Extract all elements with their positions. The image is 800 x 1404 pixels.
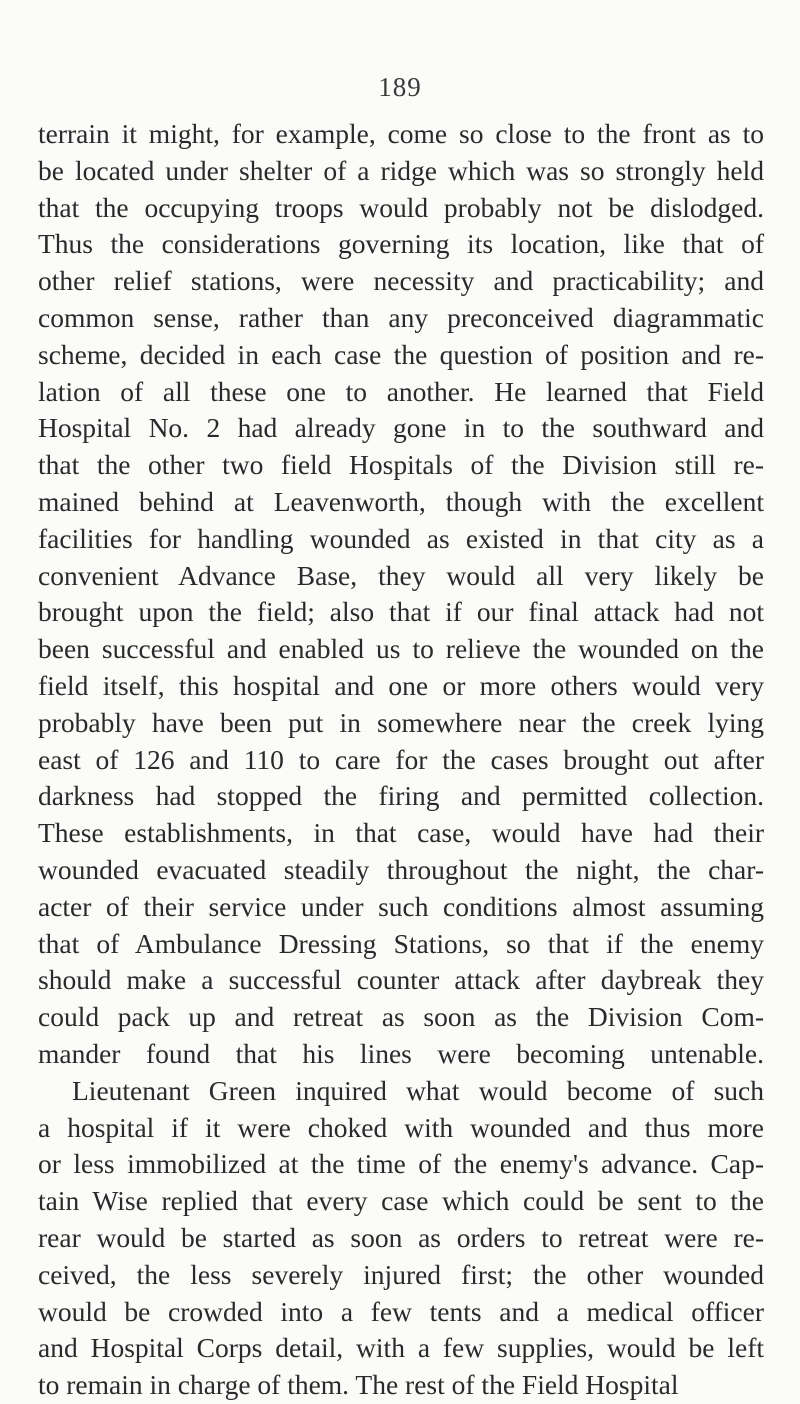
text-line: wounded evacuated steadily throughout the night, the char-	[38, 853, 764, 885]
text-line: field itself, this hospital and one or more others would very	[38, 669, 764, 701]
body-text	[38, 116, 764, 1404]
text-line: to remain in charge of them. The rest of the Field Hospital	[38, 1369, 679, 1401]
text-line: or less immobilized at the time of the enemy's advance. Cap-	[38, 1148, 764, 1180]
paragraph	[38, 1073, 764, 1404]
page-number: 189	[378, 72, 422, 102]
text-line: tain Wise replied that every case which could be sent to the	[38, 1185, 764, 1217]
text-line: would be crowded into a few tents and a medical officer	[38, 1295, 764, 1327]
text-line: convenient Advance Base, they would all very likely be	[38, 559, 764, 591]
text-line: Lieutenant Green inquired what would become of such	[72, 1074, 764, 1106]
text-line: should make a successful counter attack after daybreak they	[38, 964, 764, 996]
text-line: been successful and enabled us to relieve the wounded on the	[38, 633, 764, 665]
text-line: other relief stations, were necessity and practicability; and	[38, 265, 764, 297]
text-line: that of Ambulance Dressing Stations, so that if the enemy	[38, 927, 764, 959]
text-line: that the occupying troops would probably not be dislodged.	[38, 191, 764, 223]
text-line: facilities for handling wounded as existed in that city as a	[38, 522, 764, 554]
text-line: and Hospital Corps detail, with a few supplies, would be left	[38, 1332, 764, 1364]
text-line: a hospital if it were choked with wounded and thus more	[38, 1111, 764, 1143]
text-line: terrain it might, for example, come so close to the front as to	[38, 118, 764, 149]
text-line: east of 126 and 110 to care for the cases brought out after	[38, 743, 764, 775]
text-line: ceived, the less severely injured first; the other wounded	[38, 1258, 764, 1290]
text-line: be located under shelter of a ridge which was so strongly held	[38, 154, 764, 186]
paragraph	[38, 116, 764, 1073]
text-line: mained behind at Leavenworth, though with the excellent	[38, 485, 764, 517]
text-line: Hospital No. 2 had already gone in to the southward and	[38, 412, 764, 444]
text-line: Thus the considerations governing its location, like that of	[38, 228, 764, 260]
text-line: brought upon the field; also that if our final attack had not	[38, 596, 764, 628]
text-line: lation of all these one to another. He learned that Field	[38, 375, 764, 407]
text-line: could pack up and retreat as soon as the Division Com-	[38, 1001, 764, 1033]
text-line: darkness had stopped the firing and permitted collection.	[38, 780, 764, 812]
text-line: probably have been put in somewhere near the creek lying	[38, 706, 764, 738]
text-line: mander found that his lines were becoming untenable.	[38, 1037, 764, 1069]
text-line: scheme, decided in each case the question of position and re-	[38, 338, 764, 370]
text-line: that the other two field Hospitals of the Division still re-	[38, 449, 764, 481]
text-line: acter of their service under such conditions almost assuming	[38, 890, 764, 922]
text-line: rear would be started as soon as orders to retreat were re-	[38, 1221, 764, 1253]
text-line: common sense, rather than any preconceived diagrammatic	[38, 301, 764, 333]
text-line: These establishments, in that case, would have had their	[38, 817, 764, 849]
